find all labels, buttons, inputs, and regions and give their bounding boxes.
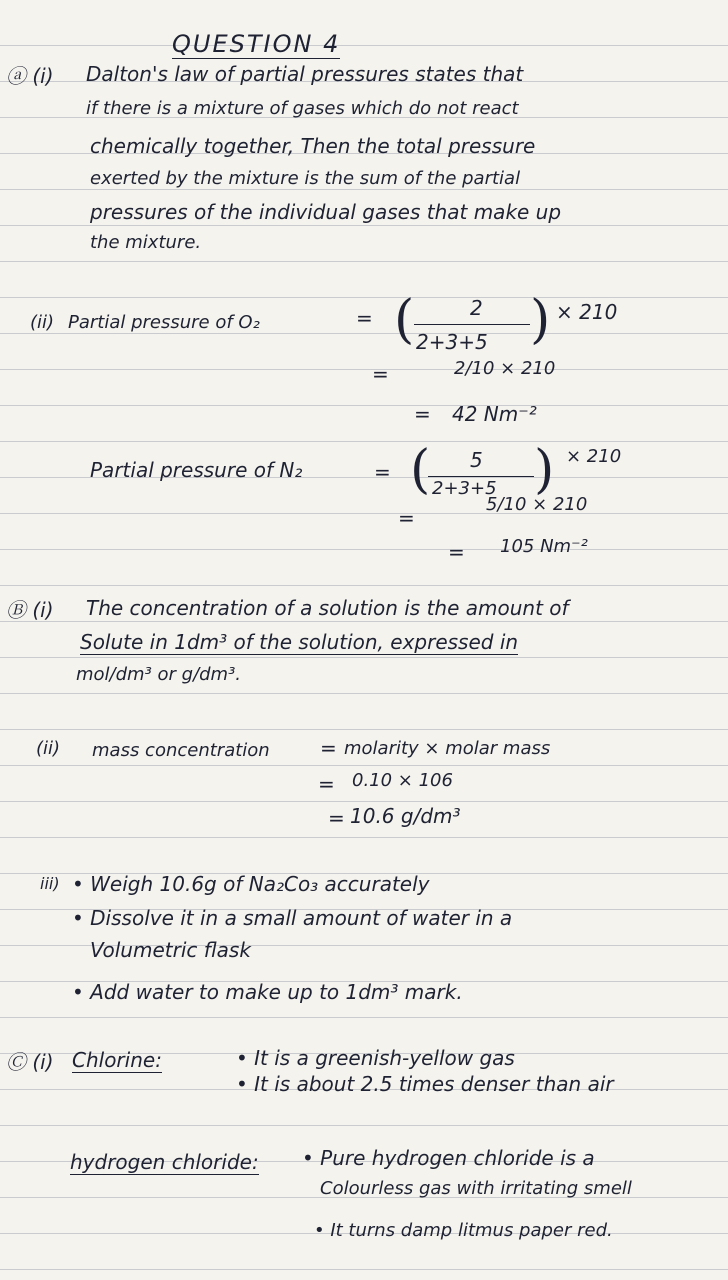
o2-partial-pressure-label: Partial pressure of O₂ [68,312,260,333]
n2-fraction-denominator: 2+3+5 [432,478,497,499]
procedure-step-add-water: • Add water to make up to 1dm³ mark. [72,980,463,1004]
dalton-law-line-1: Dalton's law of partial pressures states that [86,62,524,86]
n2-close-paren: ) [534,440,555,500]
chlorine-label: Chlorine: [72,1048,162,1072]
molarity-times-molar-mass: molarity × molar mass [344,738,551,759]
dalton-law-line-3: chemically together, Then the total pressure [90,134,536,158]
concentration-definition-line-2: Solute in 1dm³ of the solution, expressed in [80,630,519,654]
n2-fraction-bar [428,476,534,477]
n2-equals-1: = [374,460,391,484]
concentration-definition-line-1: The concentration of a solution is the amount of [86,596,569,620]
hcl-property-1: • Pure hydrogen chloride is a [302,1146,595,1170]
n2-fraction-numerator: 5 [470,448,483,472]
question-b-i-marker: Ⓑ (i) [6,598,54,622]
mass-concentration-equals-3: = [328,806,345,830]
question-a-i-marker: ⓐ (i) [6,64,54,88]
hcl-property-2: • It turns damp litmus paper red. [314,1220,613,1241]
chlorine-property-2: • It is about 2.5 times denser than air [236,1072,614,1096]
question-b-iii-marker: iii) [40,874,60,893]
n2-equals-3: = [448,540,465,564]
procedure-step-dissolve: • Dissolve it in a small amount of water in a [72,906,513,930]
mass-concentration-equals-1: = [320,736,337,760]
page-title: QUESTION 4 [172,30,341,58]
question-a-ii-marker: (ii) [30,312,55,333]
n2-equals-2: = [398,506,415,530]
o2-fraction-denominator: 2+3+5 [416,330,488,354]
dalton-law-line-6: the mixture. [90,232,202,253]
concentration-definition-line-3: mol/dm³ or g/dm³. [76,664,242,685]
question-b-ii-marker: (ii) [36,738,61,759]
mass-concentration-result: 10.6 g/dm³ [350,804,461,828]
n2-step-2: 5/10 × 210 [486,494,588,515]
chlorine-property-1: • It is a greenish-yellow gas [236,1046,515,1070]
o2-equals-2: = [372,362,389,386]
dalton-law-line-5: pressures of the individual gases that make up [90,200,562,224]
mass-concentration-label: mass concentration [92,740,270,761]
o2-step-2: 2/10 × 210 [454,358,556,379]
n2-partial-pressure-label: Partial pressure of N₂ [90,458,303,482]
o2-fraction-bar [414,324,530,325]
o2-equals-1: = [356,306,373,330]
hydrogen-chloride-label: hydrogen chloride: [70,1150,259,1174]
o2-open-paren: ( [394,290,415,350]
n2-result: 105 Nm⁻² [500,536,588,557]
hcl-property-1-cont: Colourless gas with irritating smell [320,1178,632,1199]
procedure-step-dissolve-cont: Volumetric flask [90,938,251,962]
o2-equals-3: = [414,402,431,426]
n2-open-paren: ( [410,440,431,500]
dalton-law-line-2: if there is a mixture of gases which do not react [86,98,519,119]
o2-close-paren: ) [530,290,551,350]
question-c-i-marker: Ⓒ (i) [6,1050,54,1074]
procedure-step-weigh: • Weigh 10.6g of Na₂Co₃ accurately [72,872,430,896]
dalton-law-line-4: exerted by the mixture is the sum of the partial [90,168,521,189]
o2-fraction-numerator: 2 [470,296,483,320]
mass-concentration-equals-2: = [318,772,335,796]
molarity-value-times-106: 0.10 × 106 [352,770,453,791]
o2-multiplier: × 210 [556,300,618,324]
o2-result: 42 Nm⁻² [452,402,537,426]
n2-multiplier: × 210 [566,446,622,467]
